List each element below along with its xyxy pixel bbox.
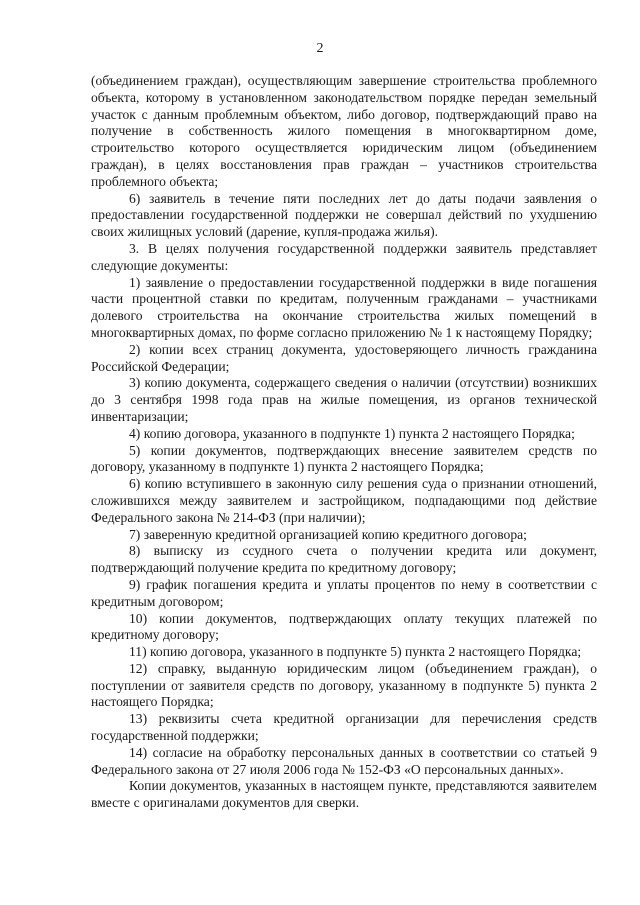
paragraph: 12) справку, выданную юридическим лицом (объединением граждан), о поступлении от заявителя средств по договору, указанному в подпункте 5) пункта 2 настоящего Порядка; — [91, 660, 597, 710]
paragraph: 3. В целях получения государственной поддержки заявитель представляет следующие документы: — [91, 240, 597, 273]
paragraph: Копии документов, указанных в настоящем пункте, представляются заявителем вместе с оригиналами документов для сверки. — [91, 778, 597, 811]
document-body — [91, 73, 597, 812]
paragraph: 8) выписку из ссудного счета о получении кредита или документ, подтверждающий получение кредита по кредитному договору; — [91, 543, 597, 576]
paragraph: 5) копии документов, подтверждающих внесение заявителем средств по договору, указанному в подпункте 1) пункта 2 настоящего Порядка; — [91, 442, 597, 475]
paragraph: 4) копию договора, указанного в подпункте 1) пункта 2 настоящего Порядка; — [129, 425, 575, 441]
paragraph: 10) копии документов, подтверждающих оплату текущих платежей по кредитному договору; — [91, 610, 597, 643]
paragraph: 1) заявление о предоставлении государственной поддержки в виде погашения части процентной ставки по кредитам, полученным гражданами – участниками долевого строительства на окончание строительства жилых помещений в многоквартирных домах, по форме согласно приложению № 1 к настоящему Порядку; — [91, 274, 597, 340]
paragraph: (объединением граждан), осуществляющим завершение строительства проблемного объекта, которому в установленном законодательством порядке передан земельный участок с данным проблемным объектом, либо договор, подтверждающий право на получение в собственность жилого помещения в многоквартирном доме, строительство которого осуществляется юридическим лицом (объединением граждан), в целях восстановления прав граждан – участников строительства проблемного объекта; — [91, 73, 597, 189]
paragraph: 2) копии всех страниц документа, удостоверяющего личность гражданина Российской Федерации; — [91, 341, 597, 374]
paragraph: 7) заверенную кредитной организацией копию кредитного договора; — [129, 526, 527, 542]
paragraph: 6) копию вступившего в законную силу решения суда о признании отношений, сложившихся между заявителем и застройщиком, подпадающими под действие Федерального закона № 214-ФЗ (при наличии); — [91, 476, 597, 525]
paragraph: 13) реквизиты счета кредитной организации для перечисления средств государственной поддержки; — [91, 711, 597, 744]
paragraph: 14) согласие на обработку персональных данных в соответствии со статьей 9 Федерального закона от 27 июля 2006 года № 152-ФЗ «О персональных данных». — [91, 744, 597, 777]
paragraph: 3) копию документа, содержащего сведения о наличии (отсутствии) возникших до 3 сентября 1998 года прав на жилые помещения, из органов технической инвентаризации; — [91, 375, 597, 424]
paragraph: 9) график погашения кредита и уплаты процентов по нему в соответствии с кредитным договором; — [91, 576, 597, 609]
paragraph: 11) копию договора, указанного в подпункте 5) пункта 2 настоящего Порядка; — [129, 644, 582, 660]
paragraph: 6) заявитель в течение пяти последних лет до даты подачи заявления о предоставлении государственной поддержки не совершал действий по ухудшению своих жилищных условий (дарение, купля-продажа жилья). — [91, 190, 597, 240]
page-number: 2 — [316, 41, 324, 56]
